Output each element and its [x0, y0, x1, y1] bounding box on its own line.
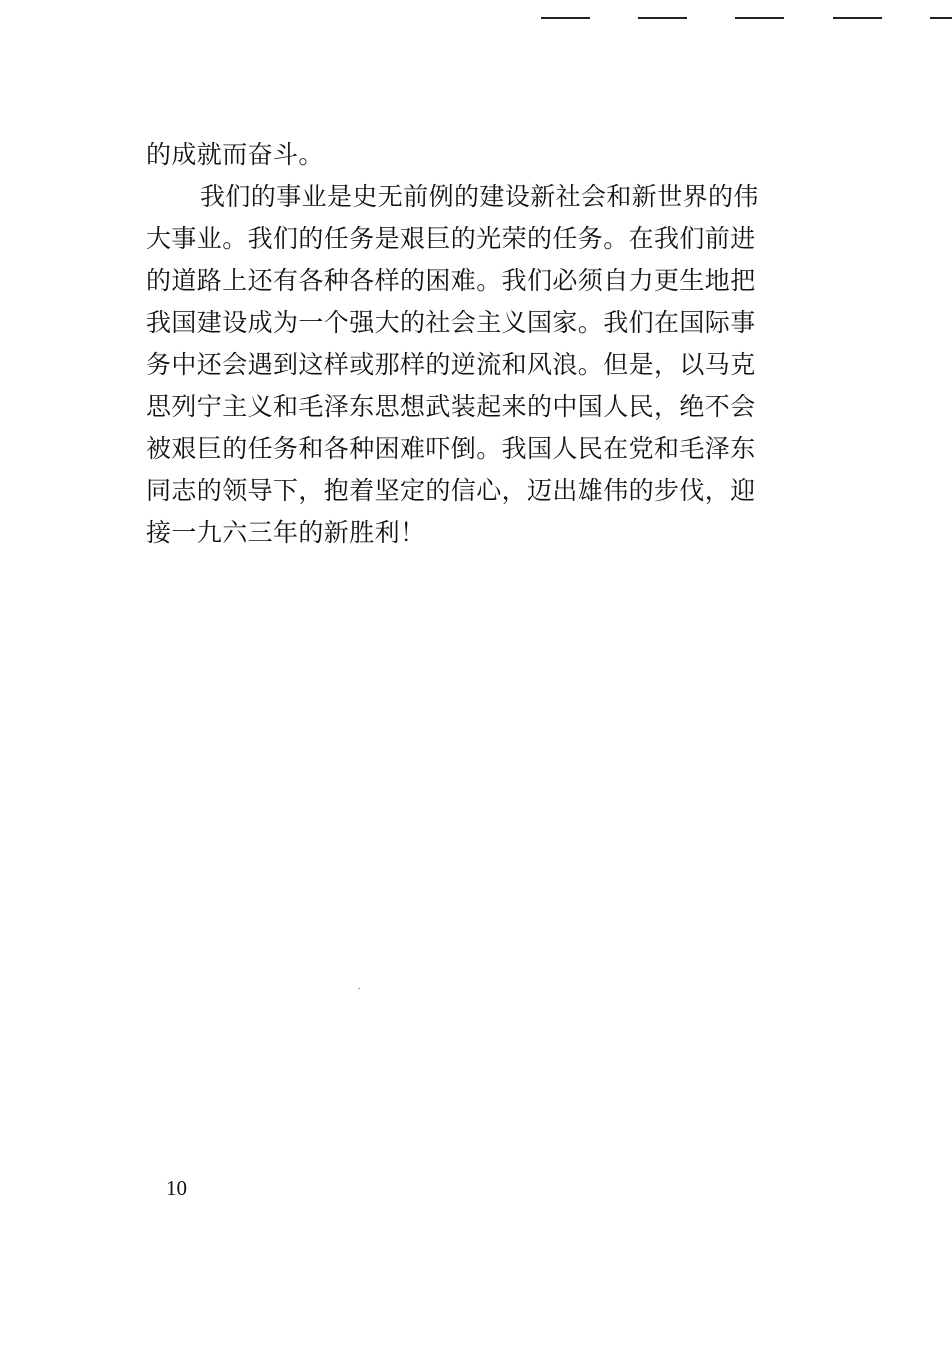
text-line: 我们的事业是史无前例的建设新社会和新世界的伟: [200, 182, 759, 211]
text-line: 接一九六三年的新胜利！: [146, 518, 426, 547]
text-line: 被艰巨的任务和各种困难吓倒。我国人民在党和毛泽东: [146, 434, 756, 463]
paragraph-main: [146, 176, 836, 554]
body-text: [146, 134, 836, 554]
page-number: 10: [166, 1176, 187, 1200]
text-line: 我国建设成为一个强大的社会主义国家。我们在国际事: [146, 308, 756, 337]
header-rules: [0, 17, 952, 19]
text-line: 大事业。我们的任务是艰巨的光荣的任务。在我们前进: [146, 224, 756, 253]
header-rule: [735, 17, 784, 19]
text-line: 同志的领导下，抱着坚定的信心，迈出雄伟的步伐，迎: [146, 476, 756, 505]
header-rule: [541, 17, 590, 19]
text-line: 务中还会遇到这样或那样的逆流和风浪。但是，以马克: [146, 350, 756, 379]
text-line: 思列宁主义和毛泽东思想武装起来的中国人民，绝不会: [146, 392, 756, 421]
header-rule: [833, 17, 882, 19]
header-rule: [930, 17, 952, 19]
text-line: 的道路上还有各种各样的困难。我们必须自力更生地把: [146, 266, 756, 295]
text-line: 的成就而奋斗。: [146, 140, 324, 169]
scan-speck: [358, 988, 360, 989]
header-rule: [638, 17, 687, 19]
paragraph-continuation: [146, 134, 836, 176]
